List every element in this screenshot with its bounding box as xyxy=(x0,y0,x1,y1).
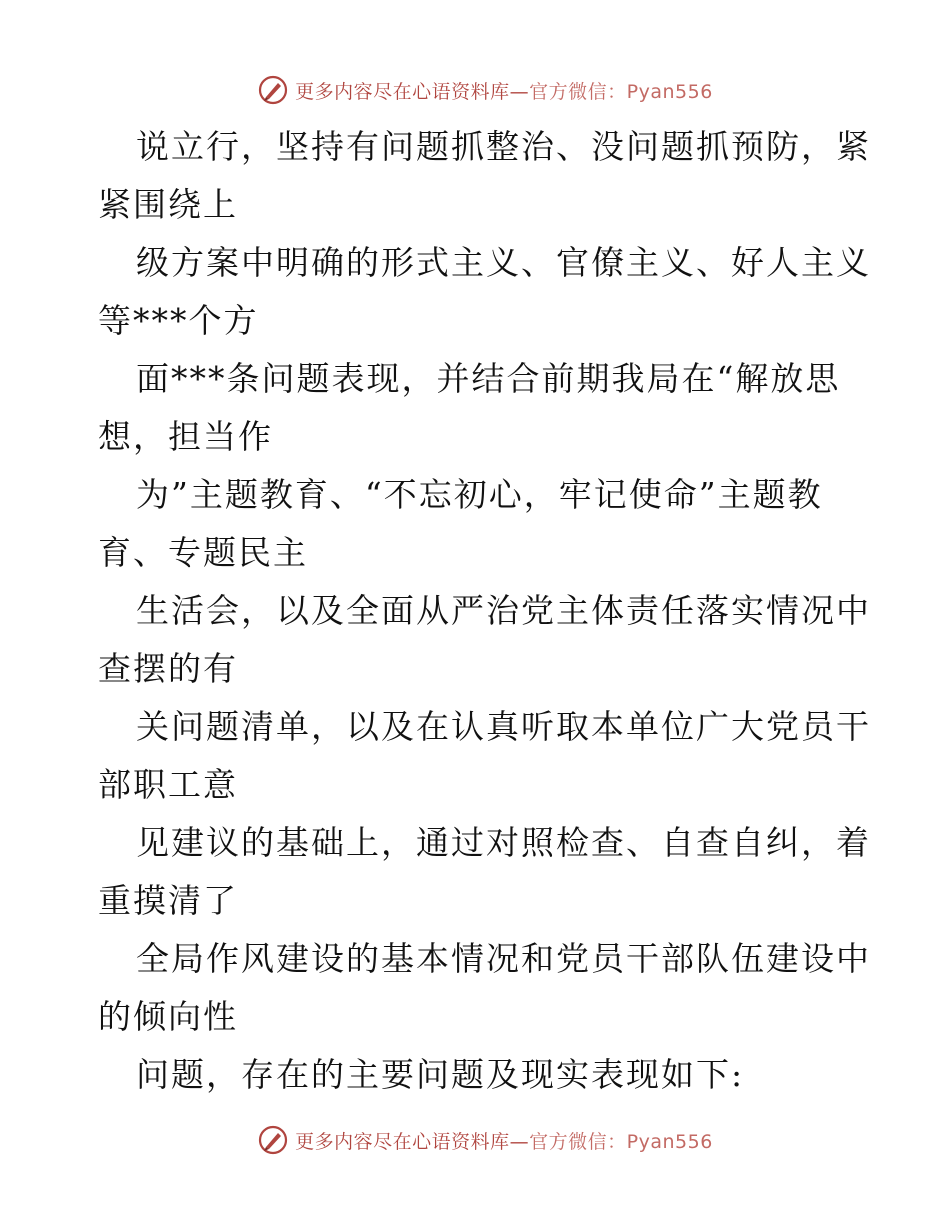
paragraph-line: 查摆的有 xyxy=(98,649,238,688)
paragraph-line: 见建议的基础上，通过对照检查、自查自纠，着 xyxy=(136,823,871,862)
header-banner xyxy=(0,70,950,110)
footer-banner xyxy=(0,1120,950,1160)
paragraph-line: 育、专题民主 xyxy=(98,533,308,572)
banner-dash: — xyxy=(509,1130,530,1153)
banner-dash: — xyxy=(509,80,530,103)
banner-text xyxy=(295,77,713,104)
paragraph-line: 全局作风建设的基本情况和党员干部队伍建设中 xyxy=(136,939,871,978)
banner-text xyxy=(295,1127,713,1154)
paragraph-line: 关问题清单，以及在认真听取本单位广大党员干 xyxy=(136,707,871,746)
paragraph-line: 面***条问题表现，并结合前期我局在“解放思 xyxy=(136,359,841,398)
document-body xyxy=(98,118,871,1104)
paragraph-line: 级方案中明确的形式主义、官僚主义、好人主义 xyxy=(136,243,871,282)
banner-wechat-text: 官方微信：Pyan556 xyxy=(529,1130,713,1153)
banner-content xyxy=(257,1124,713,1156)
paragraph-line: 说立行，坚持有问题抓整治、没问题抓预防，紧 xyxy=(136,127,871,166)
paragraph-line: 紧围绕上 xyxy=(98,185,238,224)
paragraph-line: 重摸清了 xyxy=(98,881,238,920)
banner-main-text: 更多内容尽在心语资料库 xyxy=(295,1130,510,1153)
pen-logo-icon xyxy=(257,74,289,106)
paragraph-line: 生活会，以及全面从严治党主体责任落实情况中 xyxy=(136,591,871,630)
paragraph-line: 问题，存在的主要问题及现实表现如下: xyxy=(136,1055,745,1094)
banner-wechat-text: 官方微信：Pyan556 xyxy=(529,80,713,103)
pen-logo-icon xyxy=(257,1124,289,1156)
paragraph-line: 等***个方 xyxy=(98,301,259,340)
paragraph-line: 为”主题教育、“不忘初心，牢记使命”主题教 xyxy=(136,475,823,514)
banner-main-text: 更多内容尽在心语资料库 xyxy=(295,80,510,103)
paragraph-line: 想，担当作 xyxy=(98,417,273,456)
banner-content xyxy=(257,74,713,106)
paragraph-line: 部职工意 xyxy=(98,765,238,804)
paragraph-line: 的倾向性 xyxy=(98,997,238,1036)
